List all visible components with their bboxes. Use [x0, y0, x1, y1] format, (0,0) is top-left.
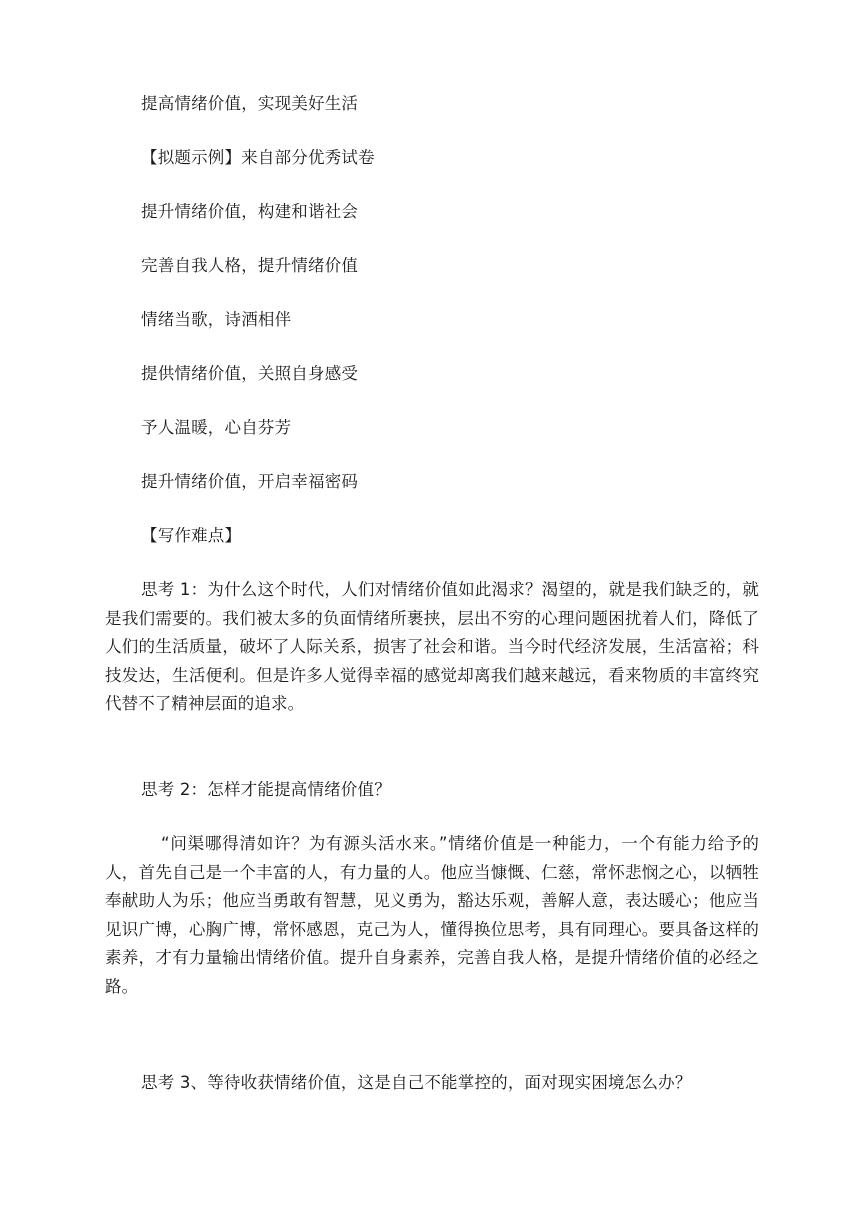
think-3-heading: 思考 3、等待收获情绪价值，这是自己不能掌控的，面对现实困境怎么办？ [141, 1073, 692, 1092]
title-example-5: 提供情绪价值，关照自身感受 [141, 364, 359, 383]
title-example-1: 提高情绪价值，实现美好生活 [141, 94, 359, 113]
title-example-3: 完善自我人格，提升情绪价值 [141, 256, 359, 275]
title-example-6: 予人温暖，心自芬芳 [141, 418, 292, 437]
think-2-paragraph [105, 830, 759, 1002]
think-1-paragraph [105, 576, 759, 719]
think-2-text: “问渠哪得清如许？为有源头活水来。”情绪价值是一种能力，一个有能力给予的人，首先自己是一个丰富的人，有力量的人。他应当慷慨、仁慈，常怀悲悯之心，以牺牲奉献助人为乐；他应当勇敢有智慧，见义勇为，豁达乐观，善解人意，表达暖心；他应当见识广博，心胸广博，常怀感恩，克己为人，懂得换位思考，具有同理心。要具备这样的素养，才有力量输出情绪价值。提升自身素养，完善自我人格，是提升情绪价值的必经之路。 [105, 834, 759, 996]
section-heading-examples: 【拟题示例】来自部分优秀试卷 [141, 148, 375, 167]
section-heading-difficulties: 【写作难点】 [141, 526, 242, 545]
title-example-7: 提升情绪价值，开启幸福密码 [141, 472, 359, 491]
title-example-4: 情绪当歌，诗酒相伴 [141, 310, 292, 329]
title-example-2: 提升情绪价值，构建和谐社会 [141, 202, 359, 221]
think-2-heading: 思考 2：怎样才能提高情绪价值？ [141, 780, 391, 799]
think-1-text: 思考 1：为什么这个时代，人们对情绪价值如此渴求？渴望的，就是我们缺乏的，就是我们需要的。我们被太多的负面情绪所裹挟，层出不穷的心理问题困扰着人们，降低了人们的生活质量，破坏了人际关系，损害了社会和谐。当今时代经济发展，生活富裕；科技发达，生活便利。但是许多人觉得幸福的感觉却离我们越来越远，看来物质的丰富终究代替不了精神层面的追求。 [105, 580, 759, 714]
